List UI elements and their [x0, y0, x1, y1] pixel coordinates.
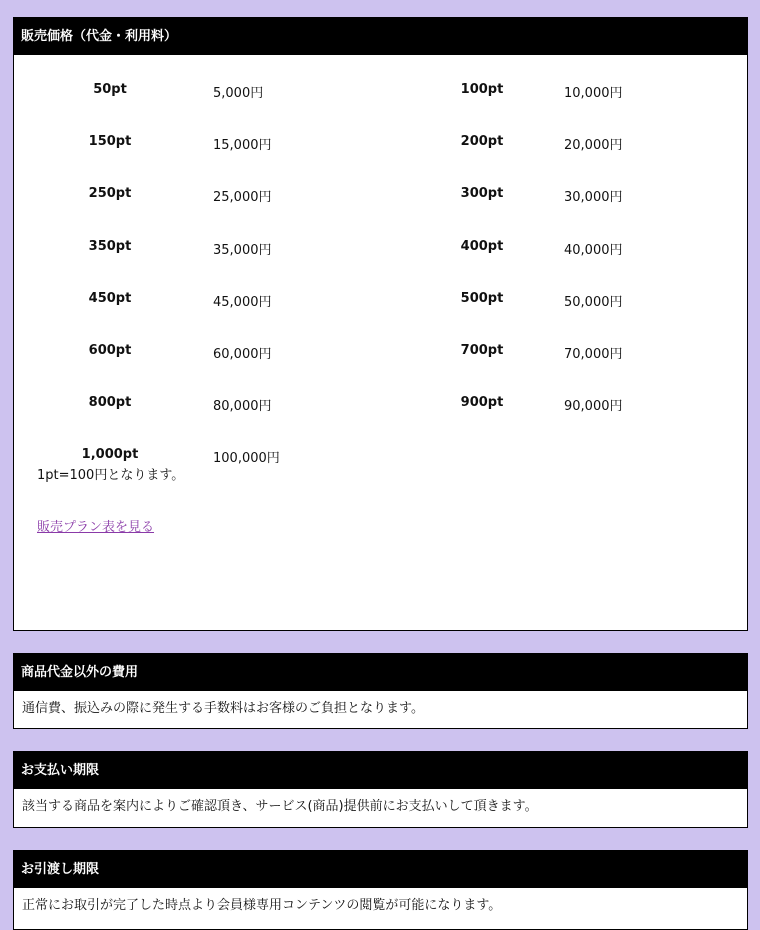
price-yen-right: 70,000円 — [564, 347, 623, 362]
pricing-section-title: 販売価格（代金・利用料） — [14, 18, 747, 55]
price-yen-left: 100,000円 — [213, 451, 280, 467]
price-points-left: 450pt — [88, 290, 132, 306]
price-yen-left: 60,000円 — [213, 347, 272, 362]
price-points-left: 50pt — [93, 82, 127, 97]
other-costs-title: 商品代金以外の費用 — [14, 654, 747, 691]
price-yen-right: 30,000円 — [564, 190, 623, 206]
price-yen-left: 25,000円 — [213, 190, 272, 206]
price-points-left: 250pt — [88, 186, 132, 202]
price-yen-left: 45,000円 — [213, 294, 272, 310]
payment-deadline-section — [13, 751, 748, 828]
price-yen-right: 90,000円 — [564, 399, 623, 415]
price-points-left: 600pt — [88, 343, 132, 358]
delivery-deadline-section — [13, 850, 748, 930]
price-points-right: 500pt — [460, 290, 504, 306]
point-rate-note: 1pt=100円となります。 — [37, 468, 185, 483]
pricing-section — [13, 17, 748, 631]
price-points-left: 1,000pt — [81, 447, 139, 463]
price-yen-left: 35,000円 — [213, 242, 272, 258]
other-costs-text: 通信費、振込みの際に発生する手数料はお客様のご負担となります。 — [22, 701, 424, 716]
price-points-right: 100pt — [460, 82, 504, 97]
price-yen-left: 5,000円 — [213, 86, 264, 101]
price-yen-right: 40,000円 — [564, 242, 623, 258]
delivery-deadline-text: 正常にお取引が完了した時点より会員様専用コンテンツの閲覧が可能になります。 — [22, 898, 502, 913]
price-points-right: 200pt — [460, 134, 504, 150]
price-points-right: 700pt — [460, 343, 504, 358]
price-points-left: 800pt — [88, 395, 132, 411]
price-points-left: 350pt — [88, 238, 132, 254]
other-costs-section — [13, 653, 748, 729]
sales-plan-link[interactable]: 販売プラン表を見る — [37, 520, 155, 535]
price-points-right: 300pt — [460, 186, 504, 202]
price-yen-right: 50,000円 — [564, 294, 623, 310]
price-points-right: 400pt — [460, 238, 504, 254]
delivery-deadline-title: お引渡し期限 — [14, 851, 747, 888]
payment-deadline-title: お支払い期限 — [14, 752, 747, 789]
payment-deadline-text: 該当する商品を案内によりご確認頂き、サービス(商品)提供前にお支払いして頂きます。 — [22, 799, 538, 814]
price-yen-left: 80,000円 — [213, 399, 272, 415]
price-yen-left: 15,000円 — [213, 138, 272, 154]
price-yen-right: 10,000円 — [564, 86, 623, 101]
price-points-right: 900pt — [460, 395, 504, 411]
price-points-left: 150pt — [88, 134, 132, 150]
price-yen-right: 20,000円 — [564, 138, 623, 154]
price-table — [14, 55, 747, 485]
